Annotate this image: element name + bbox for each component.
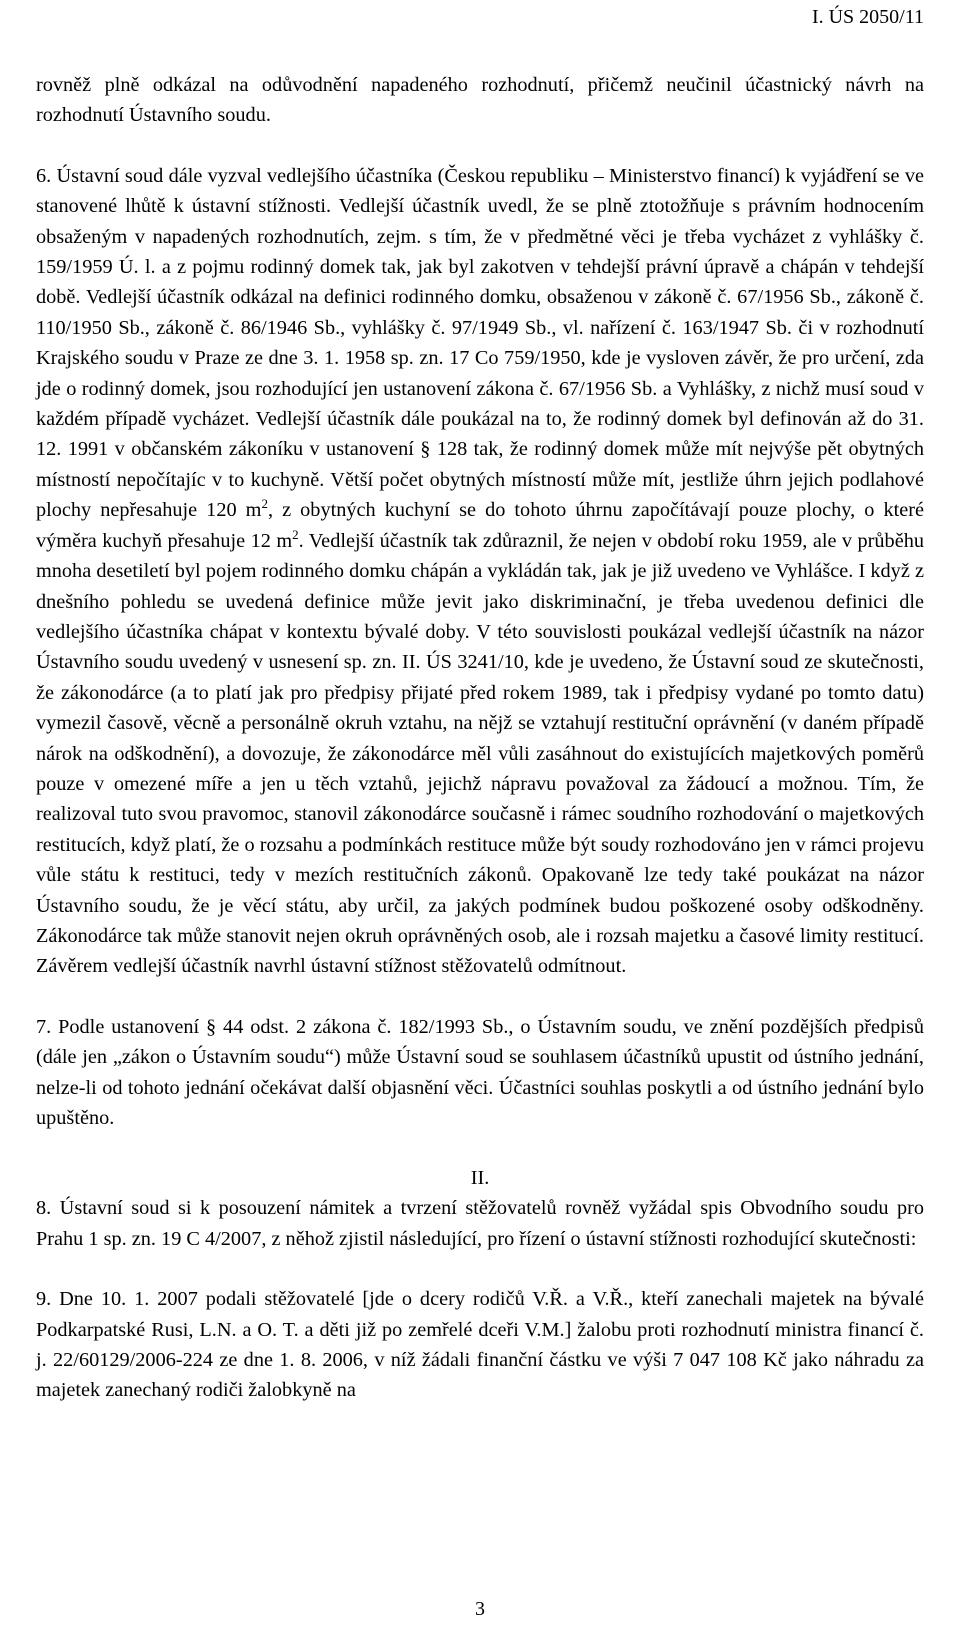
paragraph-continuation: rovněž plně odkázal na odůvodnění napadeného rozhodnutí, přičemž neučinil účastnický návrh na rozhodnutí Ústavního soudu. [36, 74, 924, 127]
superscript-squared-1: 2 [261, 496, 268, 512]
paragraph-6-text-start: 6. Ústavní soud dále vyzval vedlejšího účastníka (Českou republiku – Ministerstvo financí) k vyjádření se ve stanovené lhůtě k ústavní stížnosti. Vedlejší účastník uvedl, že se plně ztotožňuje s právním hodnocením obsaženým v napadených rozhodnutích, zejm. s tím, že v předmětné věci je třeba vycházet z vyhlášky č. 159/1959 Ú. l. a z pojmu rodinný domek tak, jak byl zakotven v tehdejší právní úpravě a chápán v tehdejší době. Vedlejší účastník odkázal na definici rodinného domku, obsaženou v zákoně č. 67/1956 Sb., zákoně č. 110/1950 Sb., zákoně č. 86/1946 Sb., vyhlášky č. 97/1949 Sb., vl. nařízení č. 163/1947 Sb. či v rozhodnutí Krajského soudu v Praze ze dne 3. 1. 1958 sp. zn. 17 Co 759/1950, kde je vysloven závěr, že pro určení, zda jde o rodinný domek, jsou rozhodující jen ustanovení zákona č. 67/1956 Sb. a Vyhlášky, z nichž musí soud v každém případě vycházet. Vedlejší účastník dále poukázal na to, že rodinný domek byl definován až do 31. 12. 1991 v občanském zákoníku v ustanovení § 128 tak, že rodinný domek může mít nejvýše pět obytných místností nepočítajíc v to kuchyně. Větší počet obytných místností může mít, jestliže úhrn jejich podlahové plochy nepřesahuje 120 m [36, 164, 924, 522]
page-number: 3 [475, 1598, 485, 1620]
paragraph-6 [36, 161, 924, 982]
paragraph-7: 7. Podle ustanovení § 44 odst. 2 zákona č. 182/1993 Sb., o Ústavním soudu, ve znění pozdějších předpisů (dále jen „zákon o Ústavním soudu“) může Ústavní soud se souhlasem účastníků upustit od ústního jednání, nelze-li od tohoto jednání očekávat další objasnění věci. Účastníci souhlas poskytli a od ústního jednání bylo upuštěno. [36, 1015, 924, 1129]
paragraph-9: 9. Dne 10. 1. 2007 podali stěžovatelé [jde o dcery rodičů V.Ř. a V.Ř., kteří zanechali majetek na bývalé Podkarpatské Rusi, L.N. a O. T. a děti již po zemřelé dceři V.M.] žalobu proti rozhodnutí ministra financí č. j. 22/60129/2006-224 ze dne 1. 8. 2006, v níž žádali finanční částku ve výši 7 047 108 Kč jako náhradu za majetek zanechaný rodiči žalobkyně na [36, 1288, 924, 1402]
paragraph-6-text-middle: , z obytných kuchyní se do tohoto úhrnu započítávají pouze plochy, o které výměra kuchyň přesahuje 12 m [36, 499, 924, 552]
section-heading: II. [470, 1167, 490, 1190]
paragraph-8: 8. Ústavní soud si k posouzení námitek a tvrzení stěžovatelů rovněž vyžádal spis Obvodního soudu pro Prahu 1 sp. zn. 19 C 4/2007, z něhož zjistil následující, pro řízení o ústavní stížnosti rozhodující skutečnosti: [36, 1197, 924, 1250]
superscript-squared-2: 2 [292, 526, 299, 542]
paragraph-6-text-end: . Vedlejší účastník tak zdůraznil, že nejen v období roku 1959, ale v průběhu mnoha desetiletí byl pojem rodinného domku chápán a vykládán tak, jak je již uvedeno ve Vyhlášce. I když z dnešního pohledu se uvedená definice může jevit jako diskriminační, je třeba uvedenou definici dle vedlejšího účastníka chápat v kontextu bývalé doby. V této souvislosti poukázal vedlejší účastník na názor Ústavního soudu uvedený v usnesení sp. zn. II. ÚS 3241/10, kde je uvedeno, že Ústavní soud ze skutečnosti, že zákonodárce (a to platí jak pro předpisy přijaté před rokem 1989, tak i předpisy vydané po tomto datu) vymezil časově, věcně a personálně okruh vztahu, na nějž se vztahují restituční oprávnění (v daném případě nárok na odškodnění), a dovozuje, že zákonodárce měl vůli zasáhnout do existujících majetkových poměrů pouze v omezené míře a jen u těch vztahů, jejichž nápravu považoval za žádoucí a možnou. Tím, že realizoval tuto svou pravomoc, stanovil zákonodárce současně i rámec soudního rozhodování o majetkových restitucích, když platí, že o rozsahu a podmínkách restituce může být soudy rozhodováno jen v rámci projevu vůle státu k restituci, tedy v mezích restitučních zákonů. Opakovaně lze tedy také poukázat na názor Ústavního soudu, že je věcí státu, aby určil, za jakých podmínek budou poškozené osoby odškodněny. Zákonodárce tak může stanovit nejen okruh oprávněných osob, ale i rozsah majetku a časové limity restitucí. Závěrem vedlejší účastník navrhl ústavní stížnost stěžovatelů odmítnout. [36, 529, 924, 978]
document-body [36, 70, 924, 1406]
case-number-header: I. ÚS 2050/11 [811, 6, 924, 28]
